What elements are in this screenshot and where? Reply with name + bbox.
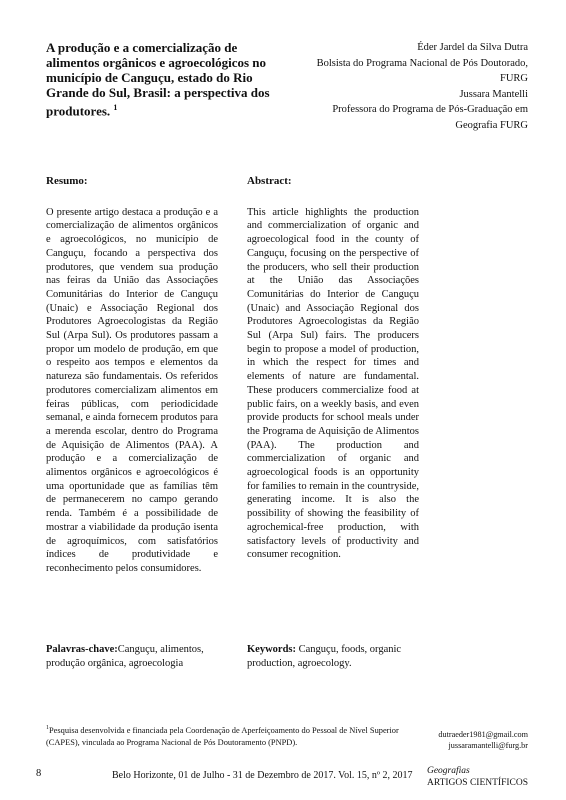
- email-link[interactable]: dutraeder1981@gmail.com: [438, 730, 528, 739]
- page-footer: [0, 766, 566, 800]
- author-line: Bolsista do Programa Nacional de Pós Doutorado,: [316, 57, 528, 69]
- page-number: 8: [36, 768, 42, 779]
- keywords-text: Canguçu, foods, organic production, agroecology.: [247, 644, 402, 669]
- author-line: Geografia FURG: [455, 119, 528, 131]
- palavras-chave: [46, 643, 218, 670]
- abstract-section: [247, 175, 419, 562]
- author-emails: [438, 729, 528, 751]
- keywords-label: Keywords:: [247, 644, 296, 655]
- author-line: FURG: [499, 73, 528, 84]
- journal-issue-line: Belo Horizonte, 01 de Julho - 31 de Dezembro de 2017. Vol. 15, nº 2, 2017: [112, 770, 413, 781]
- author-block: [268, 40, 528, 133]
- author-line: Professora do Programa de Pós-Graduação em: [332, 104, 528, 115]
- keywords: [247, 643, 419, 670]
- palavras-chave-text: Canguçu, alimentos, produção orgânica, agroecologia: [46, 644, 204, 669]
- resumo-heading: Resumo:: [46, 175, 88, 187]
- section-name: ARTIGOS CIENTÍFICOS: [426, 777, 528, 788]
- article-title: [46, 40, 278, 118]
- footnote-mark: 1: [46, 725, 49, 731]
- author-line: Éder Jardel da Silva Dutra: [417, 42, 528, 53]
- resumo-text: O presente artigo destaca a produção e a comercialização de alimentos orgânicos e agroecológicos, no município de Canguçu, focando a perspectiva dos produtores, que vendem sua produção nas feiras da União das Associações Comunitárias do Interior de Canguçu (Unaic) e Associação Regional dos Produtores Agroecologistas da Região Sul (Arpa Sul). Os produtores passam a propor um modelo de produção, em que o respeito aos tempos e elementos da natureza são fundamentais. Os referidos produtores comercializam alimentos em feiras públicas, com periodicidade semanal, e ainda fornecem produtos para a merenda escolar, dentro do Programa de Aquisição de Alimentos (PAA). A produção e a comercialização de alimentos orgânicos e agroecológicos é uma oportunidade que as famílias têm de permanecerem no campo gerando renda. Também é a possibilidade de mostrar a viabilidade da produção isenta de agroquímicos, com satisfatórios índices de produtividade e reconhecimento pelos consumidores.: [46, 206, 219, 574]
- journal-section: [427, 766, 528, 789]
- author-line: Jussara Mantelli: [459, 88, 528, 100]
- journal-name: Geografias: [426, 766, 470, 776]
- resumo-section: [46, 175, 218, 576]
- abstract-heading: Abstract:: [247, 175, 292, 187]
- footnote-text: Pesquisa desenvolvida e financiada pela Coordenação de Aperfeiçoamento do Pessoal de Nível Superior (CAPES), vinculada ao Programa Nacional de Pós Doutoramento (PNPD).: [46, 725, 399, 747]
- palavras-chave-label: Palavras-chave:: [46, 644, 118, 655]
- abstract-text: This article highlights the production and commercialization of organic and agroecological food in the county of Canguçu, focusing on the perspective of the producers, who sell their production at the União das Associações Comunitárias do Interior de Canguçu (Unaic) and Associação Regional dos Produtores Agroecologistas da Região Sul (Arpa Sul) fairs. The producers begin to propose a model of production, in which the respect for times and elements of nature are fundamental. These producers commercialize food at public fairs, on a weekly basis, and even provide products for school meals under the Programa de Aquisição de Alimentos (PAA). The production and commercialization of organic and agroecological foods is an opportunity for families to remain in the countryside, generating income. It is also the possibility of showing the feasibility of agrochemical-free production, with satisfactory levels of productivity and consumer recognition.: [247, 206, 419, 561]
- footnote: [46, 722, 418, 749]
- email-link[interactable]: jussaramantelli@furg.br: [448, 741, 528, 750]
- title-footnote-mark: 1: [113, 103, 118, 112]
- article-title-text: A produção e a comercialização de alimentos orgânicos e agroecológicos no município de Canguçu, estado do Rio Grande do Sul, Brasil: a perspectiva dos produtores.: [46, 40, 270, 119]
